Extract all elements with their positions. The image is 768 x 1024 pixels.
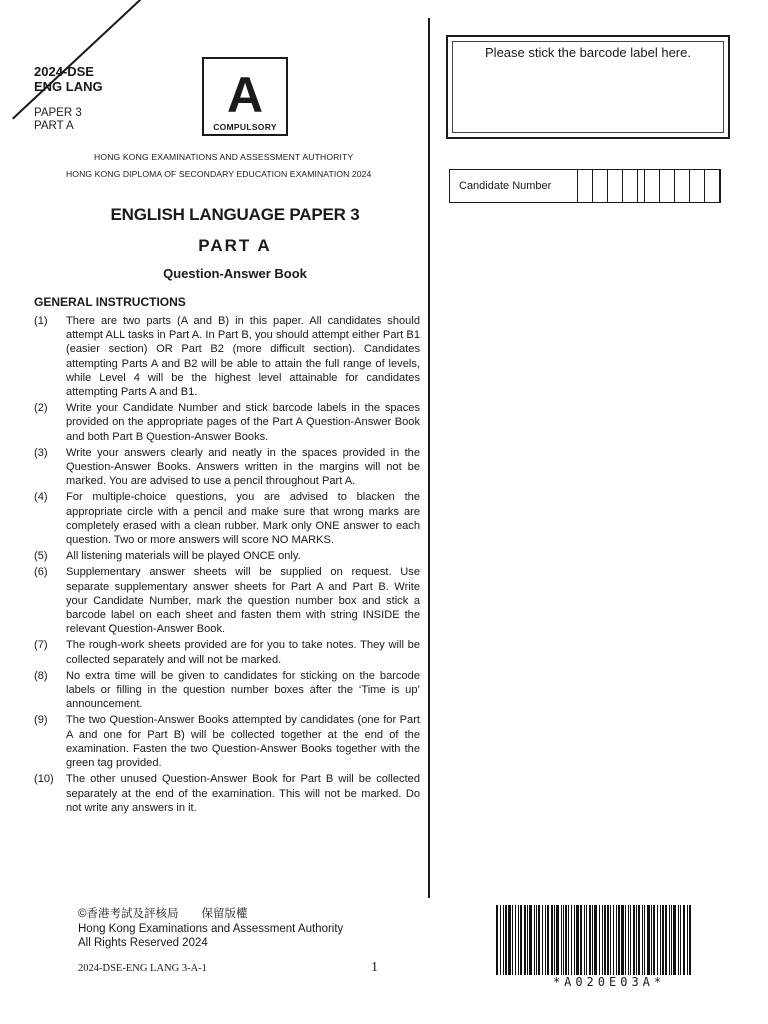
paper-title: ENGLISH LANGUAGE PAPER 3 — [110, 205, 360, 224]
barcode-stripe — [602, 905, 603, 975]
copyright-block — [78, 907, 343, 951]
instruction-item: (3) Write your answers clearly and neatly in the spaces provided in the Question-Answer Books. Answers written in the margins will not be marked. You are advised to use a pencil throughout Part A. — [34, 446, 420, 488]
barcode-stripe — [638, 905, 640, 975]
barcode-stripe — [584, 905, 585, 975]
barcode-stripe — [630, 905, 631, 975]
candidate-digit-cell[interactable] — [675, 170, 690, 202]
candidate-number-box — [449, 169, 721, 203]
barcode-stripe — [687, 905, 688, 975]
page-code: 2024-DSE-ENG LANG 3-A-1 — [78, 963, 207, 974]
barcode-stripe — [505, 905, 507, 975]
instruction-item: (9) The two Question-Answer Books attempted by candidates (one for Part A and one for Part B) will be collected together at the end of the examination. Fasten the two Question-Answer Books together with the green tag provided. — [34, 714, 420, 770]
barcode-stripe — [644, 905, 645, 975]
barcode-stripe — [580, 905, 582, 975]
barcode-stripe — [662, 905, 664, 975]
barcode-stripe — [589, 905, 591, 975]
barcode-stripe — [565, 905, 567, 975]
barcode-stripe — [536, 905, 537, 975]
barcode-stripe — [542, 905, 543, 975]
candidate-digit-cell[interactable] — [593, 170, 608, 202]
instruction-item: (2) Write your Candidate Number and stick barcode labels in the spaces provided on the appropriate pages of the Part A Question-Answer Book and both Part B Question-Answer Books. — [34, 402, 420, 443]
barcode-stripe — [651, 905, 652, 975]
candidate-digit-cell[interactable] — [623, 170, 638, 202]
barcode-stripe — [556, 905, 559, 975]
barcode-stripe — [576, 905, 579, 975]
barcode-stripe — [518, 905, 519, 975]
barcode-stripe — [683, 905, 685, 975]
barcode-stripe — [503, 905, 504, 975]
vertical-divider — [428, 18, 430, 898]
paper-code: 2024-DSE ENG LANG — [34, 64, 103, 94]
instruction-item: (8) No extra time will be given to candidates for sticking on the barcode labels or filling in the question number boxes after the ‘Time is up’ announcement. — [34, 669, 420, 711]
barcode-stripe — [524, 905, 526, 975]
part-a-badge — [202, 57, 288, 136]
candidate-digit-cell[interactable] — [578, 170, 593, 202]
candidate-digit-cell[interactable] — [660, 170, 675, 202]
barcode-label-instruction: Please stick the barcode label here. — [485, 45, 691, 60]
barcode-stripe — [496, 905, 498, 975]
authority-name: HONG KONG EXAMINATIONS AND ASSESSMENT AUTHORITY — [94, 152, 354, 162]
barcode-stripe — [633, 905, 635, 975]
barcode-stripe — [563, 905, 564, 975]
paper-part-label: PAPER 3 PART A — [34, 107, 82, 132]
barcode-stripe — [625, 905, 626, 975]
candidate-number-label: Candidate Number — [450, 170, 578, 202]
barcode-stripe — [689, 905, 691, 975]
barcode-stripe — [520, 905, 522, 975]
barcode-stripe — [678, 905, 679, 975]
header-diagonal-rule — [12, 0, 214, 119]
barcode-stripe — [673, 905, 676, 975]
barcode-stripe — [545, 905, 546, 975]
candidate-digit-cell[interactable] — [608, 170, 623, 202]
candidate-digit-cell[interactable] — [645, 170, 660, 202]
barcode-stripe — [621, 905, 624, 975]
barcode-stripe — [586, 905, 587, 975]
candidate-digit-cell[interactable] — [690, 170, 705, 202]
instruction-item: (5) All listening materials will be played ONCE only. — [34, 550, 301, 563]
part-title: PART A — [198, 236, 272, 255]
instruction-item: (10) The other unused Question-Answer Book for Part B will be collected separately at the end of the examination. This will not be marked. Do not write any answers in it. — [34, 773, 420, 814]
barcode-stripe — [547, 905, 549, 975]
barcode-stripe — [628, 905, 629, 975]
barcode-stripe — [571, 905, 572, 975]
barcode-stripe — [657, 905, 658, 975]
copyright-chinese: ©香港考試及評核局 保留版權 — [78, 908, 248, 920]
instruction-item: (6) Supplementary answer sheets will be supplied on request. Use separate supplementary answer sheets for Part A and Part B. Write your Candidate Number, mark the question number box and stick a barcode label on each sheet and fasten them with string INSIDE the relevant Question-Answer Book. — [34, 566, 420, 636]
candidate-number-gap — [638, 170, 645, 202]
barcode-stripe — [574, 905, 575, 975]
barcode-stripe — [551, 905, 553, 975]
instructions-heading: GENERAL INSTRUCTIONS — [34, 295, 186, 309]
instruction-item: (4) For multiple-choice questions, you are advised to blacken the appropriate circle with a pencil and make sure that wrong marks are completely erased with a clean rubber. Mark only ONE answer to each question. Two or more answers will score NO MARKS. — [34, 491, 420, 547]
barcode-stripe — [561, 905, 562, 975]
book-title: Question-Answer Book — [163, 266, 307, 281]
copyright-english: Hong Kong Examinations and Assessment Authority — [78, 922, 344, 935]
barcode-stripe — [616, 905, 617, 975]
barcode-stripe — [554, 905, 555, 975]
barcode-label-area — [446, 35, 730, 139]
instruction-item: (7) The rough-work sheets provided are for you to take notes. They will be collected separately and will not be marked. — [34, 639, 420, 666]
part-compulsory: COMPULSORY — [213, 122, 277, 132]
barcode-stripe — [618, 905, 620, 975]
barcode-stripe — [538, 905, 540, 975]
instructions-list — [34, 314, 420, 817]
barcode-stripe — [669, 905, 670, 975]
barcode-stripe — [642, 905, 643, 975]
barcode-stripe — [653, 905, 655, 975]
barcode-stripe — [500, 905, 501, 975]
barcode-stripe — [529, 905, 532, 975]
barcode-stripe — [607, 905, 609, 975]
rights-reserved: All Rights Reserved 2024 — [78, 937, 208, 949]
barcode-stripe — [636, 905, 637, 975]
barcode-stripe — [527, 905, 528, 975]
barcode-stripe — [515, 905, 516, 975]
part-letter: A — [226, 67, 264, 123]
barcode-stripe — [610, 905, 611, 975]
barcode-image — [496, 905, 718, 975]
barcode-stripe — [613, 905, 614, 975]
barcode-stripe — [568, 905, 569, 975]
barcode-stripe — [604, 905, 606, 975]
barcode-stripe — [660, 905, 661, 975]
page-number: 1 — [371, 960, 378, 975]
barcode-stripe — [534, 905, 535, 975]
barcode-stripe — [671, 905, 672, 975]
exam-name: HONG KONG DIPLOMA OF SECONDARY EDUCATION EXAMINATION 2024 — [66, 169, 372, 179]
barcode-stripe — [680, 905, 681, 975]
barcode-stripe — [512, 905, 513, 975]
barcode-stripe — [592, 905, 593, 975]
barcode-stripe — [647, 905, 650, 975]
barcode-stripe — [594, 905, 597, 975]
candidate-digit-cell[interactable] — [705, 170, 720, 202]
barcode-stripe — [665, 905, 667, 975]
barcode-stripe — [599, 905, 600, 975]
instruction-item: (1) There are two parts (A and B) in this paper. All candidates should attempt ALL tasks in Part A. In Part B, you should attempt either Part B1 (easier section) OR Part B2 (more difficult section). Candidates attempting Parts A and B2 will be able to attain the full range of levels, while Level 4 will be the highest level attainable for candidates attempting Parts A and B1. — [34, 315, 420, 399]
barcode-stripe — [508, 905, 511, 975]
barcode-text: *A020E03A* — [552, 975, 666, 989]
